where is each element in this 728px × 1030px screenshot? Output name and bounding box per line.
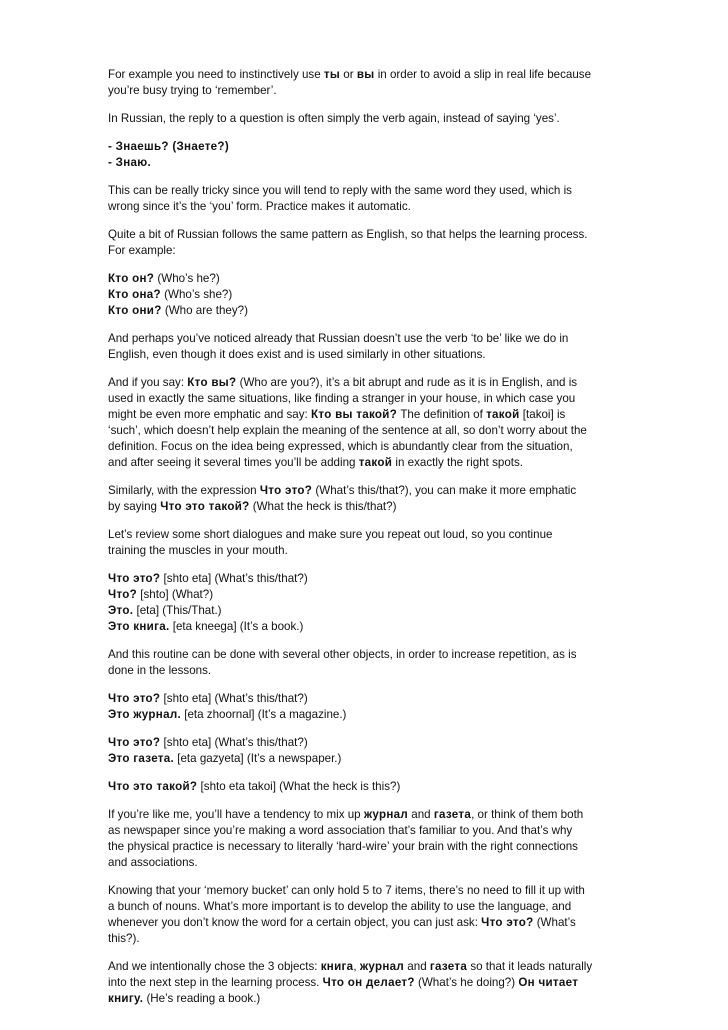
text-run: you’re busy trying to ‘remember’.	[108, 84, 277, 97]
text-line	[108, 707, 638, 723]
text-run: done in the lessons.	[108, 664, 212, 677]
russian-phrase: журнал	[363, 808, 409, 821]
russian-phrase: Кто она?	[108, 288, 161, 301]
text-run: (What’s	[533, 916, 576, 929]
russian-phrase: газета	[429, 960, 468, 973]
text-run: For example you need to instinctively use	[108, 68, 324, 81]
paragraph	[108, 111, 638, 127]
text-line	[108, 155, 638, 171]
text-line	[108, 331, 638, 347]
text-line	[108, 823, 638, 839]
text-line	[108, 347, 638, 363]
text-run: ,	[353, 960, 360, 973]
text-line	[108, 883, 638, 899]
russian-phrase: Это.	[108, 604, 134, 617]
text-line	[108, 619, 638, 635]
text-run: might be even more emphatic and say:	[108, 408, 311, 421]
text-line	[108, 183, 638, 199]
russian-phrase: такой	[486, 408, 520, 421]
text-run: (Who’s he?)	[154, 272, 220, 285]
text-line	[108, 543, 638, 559]
text-run: and after seeing it several times you’ll be adding	[108, 456, 359, 469]
text-line	[108, 571, 638, 587]
text-run: And we intentionally chose the 3 objects:	[108, 960, 321, 973]
text-line	[108, 991, 638, 1007]
text-line	[108, 975, 638, 991]
text-run: whenever you don’t know the word for a certain object, you can just ask:	[108, 916, 482, 929]
russian-phrase: книга	[320, 960, 354, 973]
russian-phrase: - Знаешь? (Знаете?)	[108, 140, 229, 153]
text-run: [shto eta] (What’s this/that?)	[160, 736, 308, 749]
text-line	[108, 691, 638, 707]
text-line	[108, 375, 638, 391]
text-run: or	[340, 68, 357, 81]
text-line	[108, 199, 638, 215]
text-run: this?).	[108, 932, 140, 945]
russian-phrase: Что это?	[108, 692, 161, 705]
text-line	[108, 527, 638, 543]
text-line	[108, 663, 638, 679]
text-run: Knowing that your ‘memory bucket’ can only hold 5 to 7 items, there’s no need to fill it up with	[108, 884, 585, 897]
text-run: [shto eta] (What’s this/that?)	[160, 692, 308, 705]
russian-phrase: - Знаю.	[108, 156, 152, 169]
russian-phrase: Это газета.	[108, 752, 175, 765]
paragraph	[108, 139, 638, 171]
russian-phrase: Это книга.	[108, 620, 170, 633]
text-line	[108, 243, 638, 259]
text-run: Similarly, with the expression	[108, 484, 260, 497]
text-run: (Who’s she?)	[160, 288, 233, 301]
text-run: so that it leads naturally	[467, 960, 593, 973]
text-line	[108, 735, 638, 751]
paragraph	[108, 959, 638, 1007]
text-run: by saying	[108, 500, 161, 513]
paragraph	[108, 691, 638, 723]
russian-phrase: Кто вы?	[187, 376, 237, 389]
paragraph	[108, 271, 638, 319]
text-run: [takoi] is	[519, 408, 566, 421]
text-line	[108, 139, 638, 155]
text-run: [eta kneega] (It’s a book.)	[169, 620, 304, 633]
text-line	[108, 751, 638, 767]
paragraph	[108, 483, 638, 515]
text-line	[108, 67, 638, 83]
paragraph	[108, 375, 638, 471]
text-line	[108, 499, 638, 515]
text-line	[108, 931, 638, 947]
text-run: In Russian, the reply to a question is often simply the verb again, instead of saying ‘yes’.	[108, 112, 560, 125]
paragraph	[108, 67, 638, 99]
russian-phrase: Что?	[108, 588, 138, 601]
paragraph	[108, 807, 638, 871]
text-run: Let’s review some short dialogues and make sure you repeat out loud, so you continue	[108, 528, 553, 541]
text-run: training the muscles in your mouth.	[108, 544, 288, 557]
text-run: definition. Focus on the idea being expressed, which is abundantly clear from the situation,	[108, 440, 573, 453]
text-run: as newspaper since you’re making a word association that’s familiar to you. And that’s why	[108, 824, 573, 837]
text-run: [shto eta] (What’s this/that?)	[160, 572, 308, 585]
text-run: ‘such’, which doesn’t help explain the meaning of the sentence at all, so don’t worry about the	[108, 424, 587, 437]
text-run: This can be really tricky since you will tend to reply with the same word they used, which is	[108, 184, 572, 197]
text-line	[108, 779, 638, 795]
text-line	[108, 391, 638, 407]
russian-phrase: газета	[433, 808, 472, 821]
russian-phrase: Это журнал.	[108, 708, 182, 721]
text-run: [shto] (What?)	[137, 588, 214, 601]
text-line	[108, 287, 638, 303]
text-run: in exactly the right spots.	[392, 456, 524, 469]
text-run: a bunch of nouns. What’s more important is to develop the ability to use the language, and	[108, 900, 572, 913]
text-run: The definition of	[397, 408, 487, 421]
text-line	[108, 83, 638, 99]
paragraph	[108, 227, 638, 259]
russian-phrase: Что он делает?	[322, 976, 415, 989]
text-run: If you’re like me, you’ll have a tendency to mix up	[108, 808, 364, 821]
russian-phrase: такой	[358, 456, 393, 469]
paragraph	[108, 883, 638, 947]
text-line	[108, 839, 638, 855]
text-run: And if you say:	[108, 376, 188, 389]
paragraph	[108, 779, 638, 795]
text-run: into the next step in the learning process.	[108, 976, 323, 989]
text-run: used in exactly the same situations, like finding a stranger in your house, in which case you	[108, 392, 576, 405]
text-line	[108, 439, 638, 455]
text-line	[108, 407, 638, 423]
text-line	[108, 111, 638, 127]
text-run: [eta zhoornal] (It’s a magazine.)	[181, 708, 347, 721]
russian-phrase: Что это?	[259, 484, 313, 497]
text-line	[108, 959, 638, 975]
russian-phrase: Кто они?	[108, 304, 162, 317]
text-line	[108, 915, 638, 931]
text-run: (Who are you?), it’s a bit abrupt and rude as it is in English, and is	[236, 376, 578, 389]
russian-phrase: Что это?	[108, 736, 161, 749]
russian-phrase: вы	[356, 68, 375, 81]
russian-phrase: Кто вы такой?	[311, 408, 398, 421]
text-run: wrong since it’s the ‘you’ form. Practice makes it automatic.	[108, 200, 411, 213]
text-run: (What’s he doing?)	[414, 976, 519, 989]
text-line	[108, 603, 638, 619]
paragraph	[108, 527, 638, 559]
russian-phrase: Что это?	[108, 572, 161, 585]
paragraph	[108, 571, 638, 635]
text-run: [eta] (This/That.)	[133, 604, 222, 617]
text-run: For example:	[108, 244, 176, 257]
paragraph	[108, 183, 638, 215]
text-run: [eta gazyeta] (It’s a newspaper.)	[174, 752, 342, 765]
text-line	[108, 303, 638, 319]
text-line	[108, 807, 638, 823]
text-run: Quite a bit of Russian follows the same pattern as English, so that helps the learning process.	[108, 228, 588, 241]
text-line	[108, 647, 638, 663]
text-run: (What the heck is this/that?)	[249, 500, 397, 513]
text-run: (Who are they?)	[161, 304, 248, 317]
paragraph	[108, 735, 638, 767]
russian-phrase: Что это такой?	[108, 780, 198, 793]
text-run: in order to avoid a slip in real life because	[374, 68, 592, 81]
text-run: And perhaps you’ve noticed already that Russian doesn’t use the verb ‘to be’ like we do in	[108, 332, 569, 345]
paragraph	[108, 647, 638, 679]
russian-phrase: Что это такой?	[160, 500, 250, 513]
text-line	[108, 483, 638, 499]
russian-phrase: журнал	[359, 960, 405, 973]
text-line	[108, 423, 638, 439]
text-run: And this routine can be done with several other objects, in order to increase repetition, as is	[108, 648, 577, 661]
russian-phrase: ты	[323, 68, 341, 81]
paragraph	[108, 331, 638, 363]
text-run: (What’s this/that?), you can make it more emphatic	[312, 484, 577, 497]
text-run: and	[404, 960, 430, 973]
text-run: , or think of them both	[471, 808, 584, 821]
russian-phrase: Что это?	[481, 916, 534, 929]
text-run: the physical practice is necessary to literally ‘hard-wire’ your brain with the right connections	[108, 840, 578, 853]
text-line	[108, 587, 638, 603]
text-run: and	[408, 808, 434, 821]
text-line	[108, 899, 638, 915]
text-line	[108, 455, 638, 471]
text-run: (He’s reading a book.)	[143, 992, 261, 1005]
russian-phrase: Он читает	[518, 976, 579, 989]
russian-phrase: Кто он?	[108, 272, 155, 285]
text-run: [shto eta takoi] (What the heck is this?)	[197, 780, 401, 793]
text-line	[108, 855, 638, 871]
text-line	[108, 227, 638, 243]
text-line	[108, 271, 638, 287]
text-run: and associations.	[108, 856, 198, 869]
text-run: English, even though it does exist and is used similarly in other situations.	[108, 348, 486, 361]
russian-phrase: книгу.	[108, 992, 144, 1005]
